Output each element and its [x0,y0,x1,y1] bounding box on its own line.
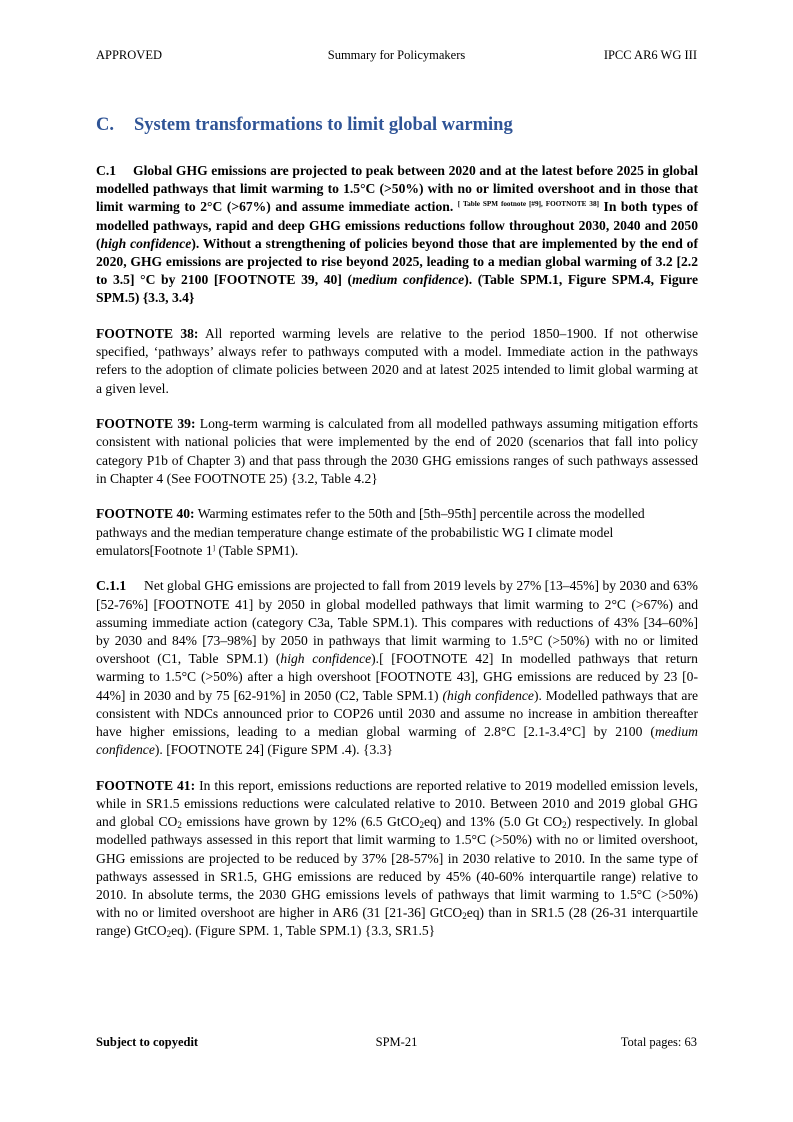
c1-text-4: ). (Table SPM.1, Figure SPM.4, Figure SPM.5) {3.3, 3.4} [96,272,698,306]
footnote-41-sub-5: 2 [166,929,172,940]
section-number: C. [96,115,114,135]
footnote-40-text-2: (Table SPM1). [215,542,299,558]
footnote-41-label: FOOTNOTE 41: [96,777,196,793]
footnote-38-text: All reported warming levels are relative to the period 1850–1900. If not otherwise specified, ‘pathways’ always refer to pathways computed with a model. Immediate action in the pathways refers to the adoption of climate policies between 2020 and at latest 2025 intended to limit global warming at a given level. [96,326,699,396]
footnote-39 [96,415,698,488]
header-document-title: Summary for Policymakers [327,48,466,62]
footnote-39-text: Long-term warming is calculated from all modelled pathways assuming mitigation efforts consistent with national policies that were implemented by the end of 2020 (scenarios that fall into policy category P1b of Chapter 3) and that pass through the 2030 GHG emissions ranges of such pathways assessed in Chapter 4 (See FOOTNOTE 25) {3.2, Table 4.2} [96,416,698,486]
c1-1-text-3: ). Modelled pathways that are consistent with NDCs announced prior to COP26 until 2030 and assume no increase in ambition thereafter have higher emissions, leading to a median global warming of 2.8°C [2.1-3.4°C] by 2100 ( [96,687,699,740]
c1-1-italic-2: (high confidence [442,687,534,703]
c1-text-1: Global GHG emissions are projected to peak between 2020 and at the latest before 2025 in global modelled pathways that limit warming to 1.5°C (>50%) with no or limited overshoot and in those that limit warming to 2°C (>67%) and assume immediate action. [96,163,698,215]
c1-1-italic-3: medium confidence [96,724,698,758]
footnote-41-sub-2: 2 [419,820,425,831]
c1-text-3: ). Without a strengthening of policies beyond those that are implemented by the end of 2020, GHG emissions are projected to rise beyond 2025, leading to a median global warming of 3.2 [2.2 to 3.5] °C by 2100 [FOOTNOTE 39, 40] ( [96,235,699,288]
footnote-41 [96,777,698,941]
section-title: System transformations to limit global warming [134,115,513,135]
footnote-41-sub-4: 2 [462,911,467,922]
footnote-41-text-3: eq) and 13% (5.0 Gt CO [424,814,563,830]
paragraph-c1 [96,162,698,308]
footnote-40 [96,505,698,560]
c1-text-2: In both types of modelled pathways, rapid and deep GHG emissions reductions follow throughout 2030, 2040 and 2050 ( [96,199,698,251]
footnote-41-text-6: eq). (Figure SPM. 1, Table SPM.1) {3.3, SR1.5} [171,923,436,939]
footnote-41-sub-3: 2 [562,820,567,831]
footnote-41-text-1: In this report, emissions reductions are reported relative to 2019 modelled emission levels, while in SR1.5 emissions reductions were calculated relative to 2010. Between 2010 and 2019 global GHG and global CO [96,777,698,830]
c1-1-text-4: ). [FOOTNOTE 24] (Figure SPM .4). {3.3} [154,742,393,758]
footnote-40-text: Warming estimates refer to the 50th and [5th–95th] percentile across the modelled pathways and the median temperature change estimate of the probabilistic WG I climate model emulators[Footnote 1 [96,506,645,558]
footnote-41-text-4: ) respectively. In global modelled pathways assessed in this report that limit warming to 1.5°C (>50%) with no or limited overshoot, GHG emissions are projected to be reduced by 37% [28-57%] in 2030 relative to 2010. In the same type of pathways assessed in SR1.5, GHG emissions are reduced by 45% (40-60% interquartile range) relative to 2010. In absolute terms, the 2030 GHG emissions levels of pathways that limit warming to 1.5°C (>50%) with no or limited overshoot are higher in AR6 (31 [21-36] GtCO [96,814,698,921]
c1-1-italic-1: high confidence [280,651,372,667]
footnote-41-text-2: emissions have grown by 12% (6.5 GtCO [181,814,420,830]
footnote-38 [96,325,698,398]
section-heading [96,113,698,137]
c1-italic-2: medium confidence [352,272,465,288]
c1-1-text-1: Net global GHG emissions are projected to fall from 2019 levels by 27% [13–45%] by 2030 and 63% [52-76%] [FOOTNOTE 41] by 2050 in global modelled pathways that limit warming to 2°C (>67%) and assuming immediate action (category C3a, Table SPM.1). This compares with reductions of 43% [34–60%] by 2030 and 84% [73–98%] by 2050 in pathways that limit warming to 1.5°C (>50%) with no or limited overshoot (C1, Table SPM.1) ( [96,578,698,667]
page-body [96,113,698,958]
footer-copyedit-note: Subject to copyedit [96,1035,199,1049]
paragraph-c1-1 [96,577,698,759]
header-report-name: IPCC AR6 WG III [603,48,697,62]
c1-1-text-2: ).[ [FOOTNOTE 42] In modelled pathways that return warming to 1.5°C (>50%) after a high overshoot [FOOTNOTE 43], GHG emissions are reduced by 23 [0-44%] in 2030 and by 75 [62-91%] in 2050 (C2, Table SPM.1) [96,651,698,703]
footnote-41-text-5: eq) than in SR1.5 (28 (26-31 interquartile range) GtCO [96,905,698,939]
c1-footnote-ref: [ Table SPM footnote [#9], FOOTNOTE 38] [457,200,599,209]
footnote-39-label: FOOTNOTE 39: [96,416,196,432]
c1-1-label: C.1.1 [96,578,127,594]
footer-page-number: SPM-21 [375,1035,418,1049]
c1-label: C.1 [96,163,117,178]
header-status: APPROVED [96,48,162,62]
footer-total-pages: Total pages: 63 [620,1035,697,1049]
footnote-40-sup: ] [212,543,216,552]
c1-italic-1: high confidence [100,235,192,251]
footnote-40-label: FOOTNOTE 40: [96,506,195,522]
footnote-41-sub-1: 2 [177,820,182,831]
footnote-38-label: FOOTNOTE 38: [96,326,199,342]
